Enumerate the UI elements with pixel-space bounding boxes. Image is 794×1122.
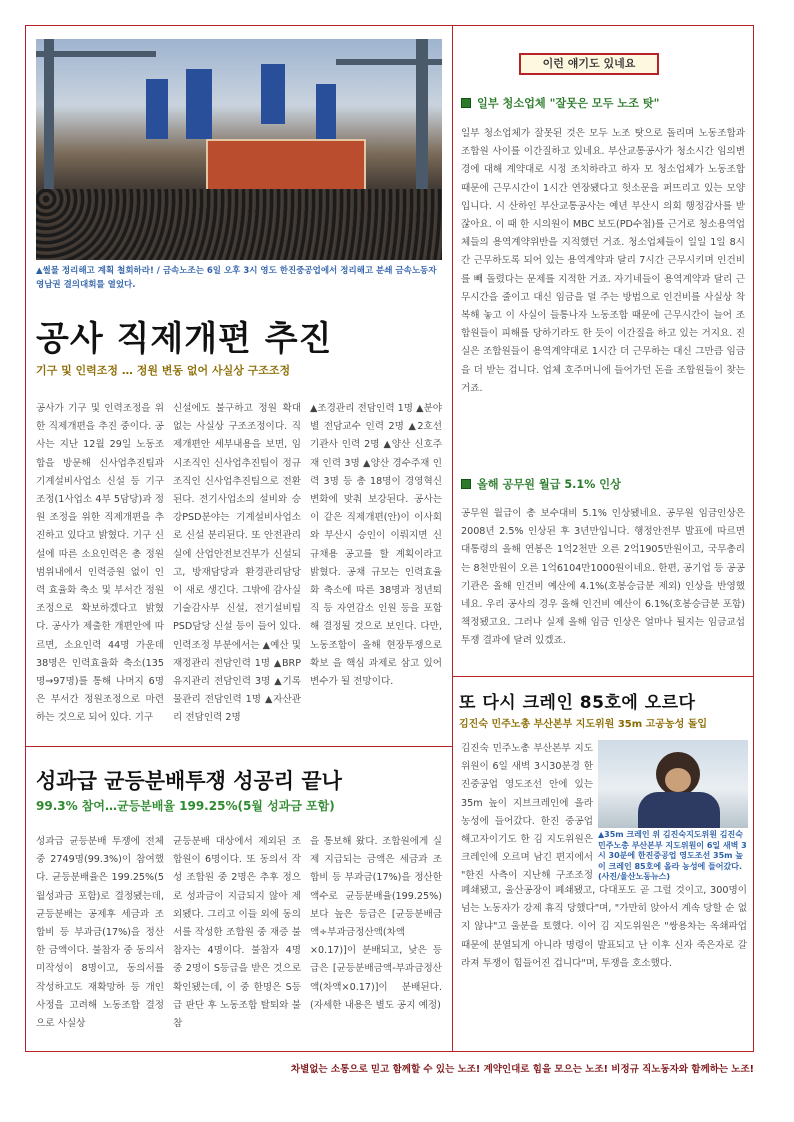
article2-text: 균등분배 대상에서 제외된 조합원이 6명이다. 또 동의서 작성 조합원 중 2명은 추후 정으로 성과금이 지급되지 않아 제외됐다. 그리고 이들 외에 동의서를 작성한 조합원 중 재증 불참자는 4명이다. 불참자 4명 중 2명이 S등급을 받은 것으로 확인됐는데, 이 중 한명은 S등급 판단 후 노동조합 탈퇴와 불참 [173, 836, 301, 1030]
article1-subheadline: 기구 및 인력조정 … 정원 변동 없어 사실상 구조조정 [36, 364, 291, 377]
article2-text: 을 통보해 왔다. 조합원에게 실제 지급되는 금액은 세금과 조합비 등 부과금(17%)을 정산한 액수로 균등분배율(199.25%)보다 높은 등급은 [균등분배금액÷부과금정산액(차액×0.17)]이 분배되고, 낮은 등급은 [균등분배금액-부과금정산액(차액×0.17)]이 분배된다. (자세한 내용은 별도 공지 예정) [310, 836, 442, 1011]
article2-column-3 [310, 833, 442, 1045]
article2-text: 성과급 균등분배 투쟁에 전체 중 2749명(99.3%)이 참여했다. 균등분배율은 199.25%(5월성과금 포함)로 결정됐는데, 균등분배는 공제후 세금과 조합비 등 부과금(17%)을 정산한 금액이다. 불참자 중 동의서 미작성이 8명이고, 동의서를 작성하고도 재확망하 등 개인사정을 고려해 노동조합 결정으로 사실상 [36, 836, 164, 1030]
sidebar-section1-title [461, 95, 659, 111]
article2-column-2 [173, 833, 301, 1045]
article2-subheadline: 99.3% 참여…균등분배율 199.25%(5월 성과금 포함) [36, 799, 335, 813]
crane-arm [36, 51, 156, 57]
sidebar-section2-body [461, 505, 745, 670]
article1-column-3 [310, 400, 442, 746]
flag [261, 64, 285, 124]
square-bullet-icon [461, 479, 471, 489]
person-body [638, 792, 720, 828]
sidebar-box-title: 이런 얘기도 있네요 [519, 53, 659, 75]
right-section-divider [452, 676, 754, 677]
article1-column-2 [173, 400, 301, 746]
article1-column-1 [36, 400, 164, 746]
crane-arm [336, 59, 442, 65]
square-bullet-icon [461, 98, 471, 108]
article1-text: 공사가 기구 및 인력조정을 위한 직제개편을 추진 중이다. 공사는 지난 12월 29일 노동조합을 방문해 신사업추진팀과 기계설비사업소 신설 등 기구조정(1사업소 4부 5담당)과 정원 조정을 위한 직제개편을 추진하고 있다고 밝혔다. 기구 신설에 따른 소요인력은 총 정원 범위내에서 인력증원 없이 인력 효율화 축소 및 부서간 정원조정으로 확보하겠다고 밝혔다. 공사가 제출한 개편안에 따르면, 소요인력 44명 가운데 38명은 인력효율화 축소(135명→97명)를 통해 나머지 6명은 부서간 정원조정으로 마련하는 것으로 되어 있다. 기구 [36, 403, 164, 724]
hero-photo [36, 39, 442, 260]
crane-portrait-photo [598, 740, 748, 828]
article1-text: 신설에도 불구하고 정원 확대 없는 사실상 구조조정이다. 직제개편안 세부내용을 보면, 임시조직인 신사업추진팀이 정규조직인 신사업추진팀으로 전환된다. 전기사업소의 설비와 승강PSD분야는 기계설비사업소로 신설 분리된다. 또 안전관리실에 산업안전보건부가 신설되고, 방재담당과 환경관리담당이 새로 생긴다. 그밖에 감사실 기술감사부 신설, 전기설비팀 PSD담당 신설 등이 들어 있다. 인력조정 부분에서는 ▲예산 및 재정관리 전담인력 1명 ▲BRP 유지관리 전담인력 3명 ▲기록물관리 전담인력 1명 ▲자산관리 전담인력 2명 [173, 403, 301, 724]
article3-column-bottom [461, 882, 747, 1028]
article3-text: 김진숙 민주노총 부산본부 지도위원이 6일 새벽 3시30분경 한진중공업 영도조선 안에 있는 35m 높이 지브크레인에 올라 농성에 들어갔다. 한진 중공업 해고자이기도 한 김 지도위원은 크레인에 오르며 남긴 편지에서 "한진 사측이 지난해 구조조정 [461, 743, 593, 880]
flag [316, 84, 336, 139]
hero-caption: ▲썰물 정리해고 계획 철회하라! / 금속노조는 6일 오후 3시 영도 한진중공업에서 정리해고 분쇄 금속노동자 영남권 결의대회를 열었다. [36, 266, 437, 290]
sidebar-section2-title [461, 476, 621, 492]
footer-slogan: 차별없는 소통으로 믿고 함께할 수 있는 노조! 계약인대로 힘을 모으는 노조! 비정규 직노동자와 함께하는 노조! [290, 1064, 754, 1075]
section-title-text: 올해 공무원 월급 5.1% 인상 [477, 478, 621, 491]
article3-subheadline: 김진숙 민주노총 부산본부 지도위원 35m 고공농성 돌입 [459, 719, 708, 730]
article2-column-1 [36, 833, 164, 1045]
article1-text: ▲조경관리 전담인력 1명 ▲분야별 전담교수 인력 2명 ▲2호선 기관사 인력 2명 ▲양산 신호주재 인력 3명 ▲양산 경수주재 인력 3명 등 총 18명이 경영혁신 변화에 맞춰 보강된다. 공사는 이 같은 직제개편(안)이 이사회와 부산시 승인이 이뤄지면 신규채용 공고를 할 계획이라고 밝혔다. 공채 규모는 인력효율화 축소에 따른 38명과 정년퇴직 등 자연감소 인원 등을 포함해 결정될 것으로 보인다. 다만, 노동조합이 올해 현장투쟁으로 확보 을 핵심 과제로 삼고 있어 변수가 될 전망이다. [310, 403, 442, 688]
crane-tower [44, 39, 54, 189]
flag [186, 69, 212, 139]
article3-headline: 또 다시 크레인 85호에 오르다 [459, 693, 696, 713]
sidebar-section1-body [461, 125, 745, 460]
sidebar-text: 공무원 월급이 총 보수대비 5.1% 인상됐네요. 공무원 임금인상은 2008년 2.5% 인상된 후 3년만입니다. 행정안전부 발표에 따르면 대통령의 올해 연봉은 1억2천만 오른 2억1905만원이고, 국무총리는 8천만원이 오른 1억6104만1000원이네요. 한편, 공기업 등 공공기관은 올해 인건비 예산에 4.1%(호봉승급분 제외) 인상을 반영했네요. 우리 공사의 경우 올해 인건비 예산이 6.1%(호봉승급분 포함) 책정됐고요. 그러나 실제 올해 임금 인상은 얼마나 될지는 임금교섭투쟁 결과에 달려 있겠죠. [461, 508, 745, 647]
rally-crowd [36, 189, 442, 260]
photo-caption: ▲35m 크레인 위 김진숙지도위원 김진숙 민주노총 부산본부 지도위원이 6일 새벽 3시 30분에 한진중공업 영도조선 35m 높이 크레인 85호에 올라 농성에 들어갔다. (사진/울산노동뉴스) [598, 830, 747, 881]
article3-column-top [461, 740, 593, 880]
left-section-divider [25, 746, 452, 747]
column-divider [452, 25, 453, 1052]
article3-text: 폐쇄됐고, 울산공장이 폐쇄됐고, 다대포도 곧 그럴 것이고, 300명이 넘는 노동자가 강제 휴직 당했다"며, "가만히 앉아서 계속 당할 순 없지 않냐"고 울분을 토했다. 이어 김 지도위원은 "쌍용차는 옥쇄파업 때문에 분열되게 아니라 명령이 발표되고 난 이후 신자 죽은자로 갈라져 투쟁이 힘들어진 겁니다"며, 투쟁을 호소했다. [461, 885, 747, 969]
sidebar-text: 일부 청소업체가 잘못된 것은 모두 노조 탓으로 돌리며 노동조합과 조합원 사이를 이간질하고 있네요. 부산교통공사가 청소시간 임의변경에 대해 계약대로 시정 조치하라고 하자 모 청소업체가 노동조합 때문에 근무시간이 1시간 연장됐다고 헛소문을 퍼뜨리고 있는 모양입니다. 시 산하인 부산교통공사는 예년 부산시 의회 행정감사를 받잖아요. 이 때 한 시의원이 MBC 보도(PD수첩)를 근거로 청소용역업체들의 용역계약위반을 지적했던 거죠. 청소업체들이 일일 1일 8시간 근무하도록 되어 있는 용역계약과 달리 7시간 근무시키며 인건비를 빼 돌렸다는 문제를 지적한 거죠. 자기네들이 용역계약과 달리 근무시간을 줄이고 대신 임금을 덜 주는 방법으로 인건비를 사실상 착복해 놓고 이 사실이 들통나자 노동조합 때문에 근무시간이 늘어 조합원들이 피해를 당하기라도 한 듯이 이간질을 하고 있는 거지요. 진실은 조합원들이 용역계약대로 1시간 더 근무하는 대신 그만큼 임금을 더 받는 겁니다. 업체 호주머니에 들어가던 돈을 조합원들이 찾는 거죠. [461, 128, 745, 394]
article2-headline: 성과급 균등분배투쟁 성공리 끝나 [36, 769, 342, 793]
section-title-text: 일부 청소업체 "잘못은 모두 노조 탓" [477, 97, 660, 110]
article1-headline: 공사 직제개편 추진 [36, 319, 333, 359]
flag [146, 79, 168, 139]
person-face [665, 768, 691, 792]
